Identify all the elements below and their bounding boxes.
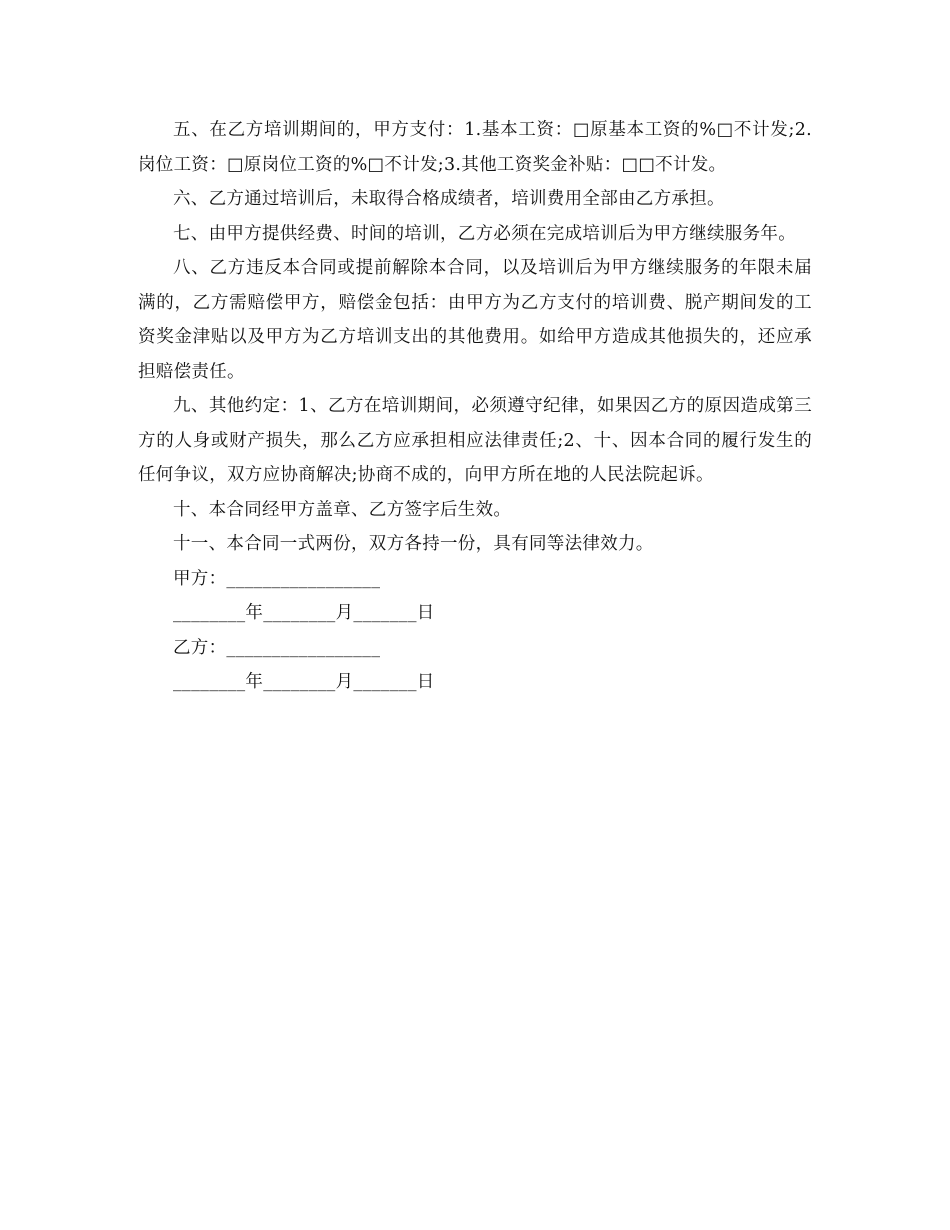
party-a-signature-line: 甲方：_________________	[173, 568, 381, 589]
clause-five: 五、在乙方培训期间的，甲方支付：1.基本工资：□原基本工资的%□不计发;2.岗位工资：□原岗位工资的%□不计发;3.其他工资奖金补贴：□□不计发。	[138, 120, 812, 175]
clause-eleven: 十一、本合同一式两份，双方各持一份，具有同等法律效力。	[173, 534, 654, 554]
clause-nine: 九、其他约定：1、乙方在培训期间，必须遵守纪律，如果因乙方的原因造成第三方的人身或财产损失，那么乙方应承担相应法律责任;2、十、因本合同的履行发生的任何争议，双方应协商解决;协商不成的，向甲方所在地的人民法院起诉。	[138, 396, 812, 485]
party-b-signature-line: 乙方：_________________	[173, 637, 381, 658]
party-a-date-line: ________年________月_______日	[173, 603, 435, 623]
clause-ten: 十、本合同经甲方盖章、乙方签字后生效。	[173, 499, 512, 520]
signature-block	[138, 562, 812, 700]
clause-seven: 七、由甲方提供经费、时间的培训，乙方必须在完成培训后为甲方继续服务年。	[173, 223, 796, 244]
clause-six: 六、乙方通过培训后，未取得合格成绩者，培训费用全部由乙方承担。	[173, 189, 725, 209]
party-b-date-line: ________年________月_______日	[173, 672, 435, 692]
clause-eight: 八、乙方违反本合同或提前解除本合同，以及培训后为甲方继续服务的年限未届满的，乙方需赔偿甲方，赔偿金包括：由甲方为乙方支付的培训费、脱产期间发的工资奖金津贴以及甲方为乙方培训支出的其他费用。如给甲方造成其他损失的，还应承担赔偿责任。	[138, 258, 812, 382]
